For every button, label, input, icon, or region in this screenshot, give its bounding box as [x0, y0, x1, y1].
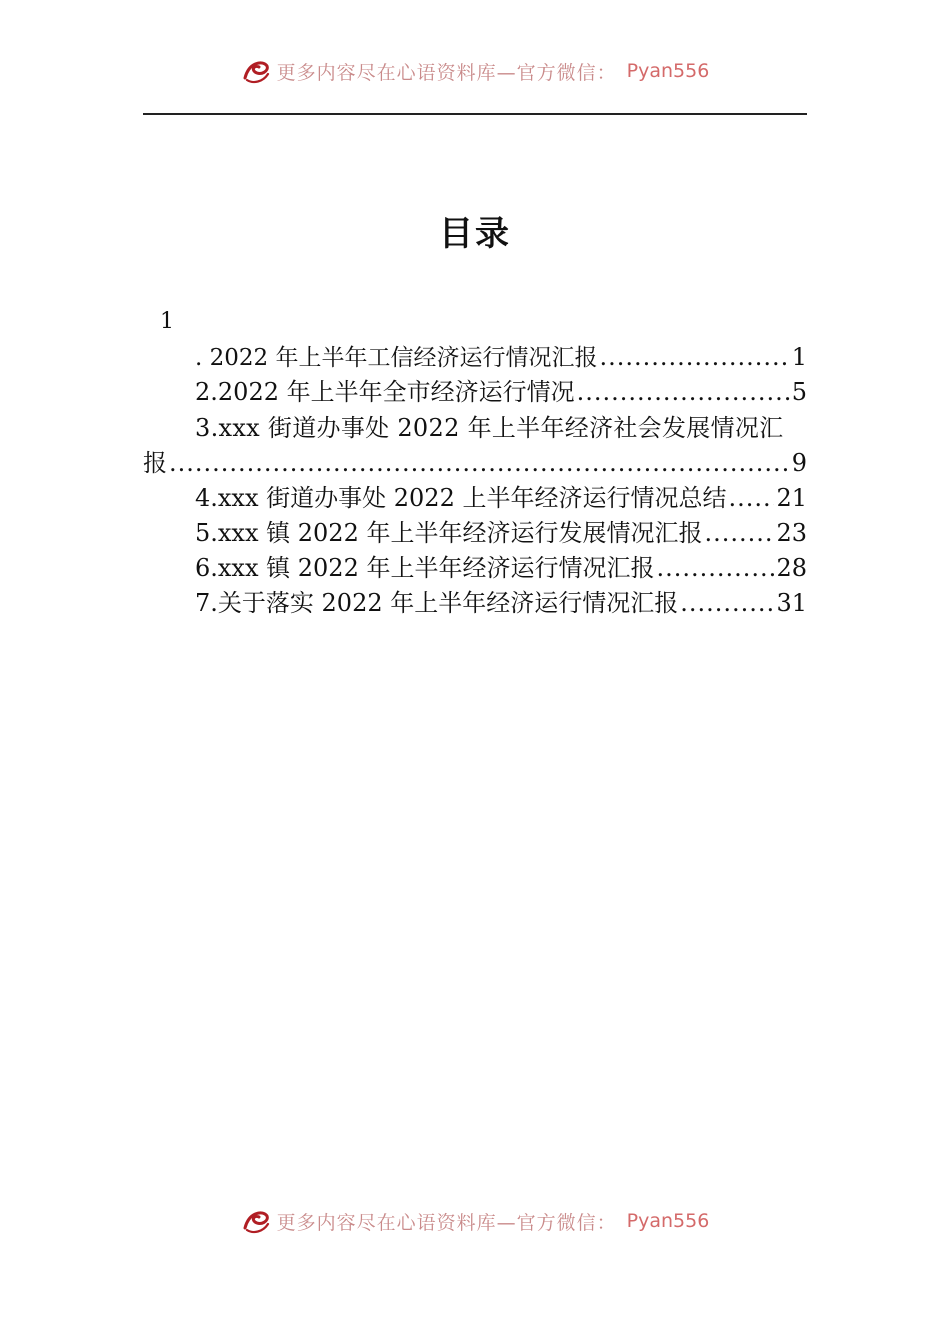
toc-entry-page: 28 — [776, 554, 807, 582]
toc-entry-title: 2.2022 年上半年全市经济运行情况 — [195, 378, 575, 406]
toc-entry-page: 31 — [776, 589, 807, 617]
toc-entry-page: 9 — [791, 449, 807, 477]
toc-entry-6[interactable] — [143, 552, 807, 584]
toc-dot-leader — [577, 376, 790, 408]
toc-dot-leader — [599, 341, 789, 373]
toc-entry-page: 23 — [776, 519, 807, 547]
toc-lead-number: 1 — [160, 309, 174, 334]
toc-entry-title: 6.xxx 镇 2022 年上半年经济运行情况汇报 — [195, 554, 655, 582]
toc-entry-1[interactable] — [143, 341, 807, 373]
toc-entry-page: 5 — [791, 378, 807, 406]
toc-entry-3-continuation[interactable] — [143, 447, 807, 479]
toc-dot-leader — [169, 447, 790, 479]
toc-entry-title: 7.关于落实 2022 年上半年经济运行情况汇报 — [195, 589, 679, 617]
header-watermark — [0, 56, 950, 86]
toc-dot-leader — [704, 517, 774, 549]
watermark-text: 更多内容尽在心语资料库—官方微信： — [276, 61, 617, 84]
toc-entry-title: 5.xxx 镇 2022 年上半年经济运行发展情况汇报 — [195, 519, 703, 547]
toc-dot-leader — [656, 552, 774, 584]
watermark-id: Pyan556 — [626, 1210, 710, 1232]
page-title: 目录 — [439, 214, 511, 254]
toc-entry-5[interactable] — [143, 517, 807, 549]
toc-dot-leader — [728, 482, 774, 514]
toc-entry-2[interactable] — [143, 376, 807, 408]
logo-icon — [241, 58, 271, 84]
toc-entry-4[interactable] — [143, 482, 807, 514]
toc-entry-page: 21 — [776, 484, 807, 512]
toc-entry-3[interactable] — [143, 412, 807, 444]
header-rule — [143, 113, 807, 115]
toc-entry-title: . 2022 年上半年工信经济运行情况汇报 — [195, 345, 598, 371]
toc-entry-title: 3.xxx 街道办事处 2022 年上半年经济社会发展情况汇 — [195, 414, 784, 442]
watermark-id: Pyan556 — [626, 60, 710, 82]
logo-icon — [241, 1208, 271, 1234]
toc-entry-7[interactable] — [143, 587, 807, 619]
toc-entry-title: 4.xxx 街道办事处 2022 上半年经济运行情况总结 — [195, 484, 727, 512]
watermark-text: 更多内容尽在心语资料库—官方微信： — [276, 1211, 617, 1234]
toc-entry-title-continuation: 报 — [143, 449, 167, 477]
footer-watermark — [0, 1206, 950, 1236]
toc-entry-page: 1 — [791, 343, 807, 371]
toc-dot-leader — [680, 587, 774, 619]
